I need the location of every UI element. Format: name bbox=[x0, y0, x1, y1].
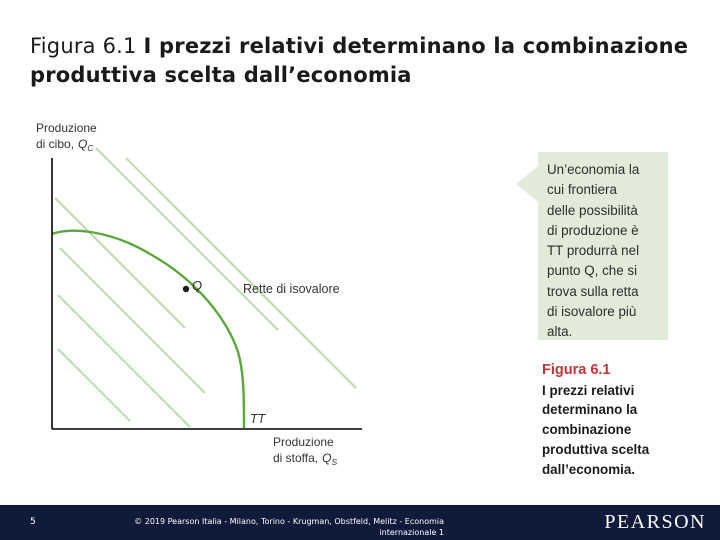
callout-line: di isovalore più bbox=[547, 304, 637, 320]
x-axis-subscript: S bbox=[331, 457, 338, 467]
x-axis-symbol: Q bbox=[322, 451, 332, 465]
caption-line: determinano la bbox=[542, 402, 638, 418]
y-axis-label-line2 bbox=[36, 137, 94, 153]
caption-line: dall’economia. bbox=[542, 461, 636, 477]
title-prefix: Figura 6.1 bbox=[30, 34, 137, 58]
title-main: I prezzi relativi determinano la combinazione produttiva scelta dall’economia bbox=[30, 34, 689, 87]
point-q bbox=[183, 286, 189, 292]
callout-line: di produzione è bbox=[547, 222, 639, 238]
x-axis-label-text: di stoffa, bbox=[273, 451, 319, 465]
isovalue-label: Rette di isovalore bbox=[243, 282, 340, 296]
point-q-label: Q bbox=[192, 278, 203, 293]
page-number: 5 bbox=[30, 517, 36, 527]
caption-figure-number: Figura 6.1 bbox=[542, 362, 611, 378]
callout-line: TT produrrà nel bbox=[547, 243, 640, 259]
callout-line: Un’economia la bbox=[547, 162, 640, 177]
y-axis-label-text: di cibo, bbox=[36, 137, 75, 151]
footer-bar bbox=[0, 505, 720, 540]
copyright-line-1: © 2019 Pearson Italia - Milano, Torino - Krugman, Obstfeld, Melitz - Economia bbox=[134, 517, 444, 526]
callout-line: punto Q, che si bbox=[547, 263, 638, 279]
figure-caption bbox=[542, 361, 712, 479]
caption-line: I prezzi relativi bbox=[542, 382, 635, 398]
callout-line: delle possibilità bbox=[547, 202, 638, 218]
isovalue-line-3 bbox=[58, 295, 190, 427]
caption-line: combinazione bbox=[542, 422, 632, 438]
pearson-logo: PEARSON bbox=[604, 511, 706, 533]
callout-line: alta. bbox=[547, 324, 573, 340]
callout-pointer bbox=[516, 166, 538, 202]
y-axis-subscript: C bbox=[87, 143, 94, 153]
frontier-curve bbox=[52, 231, 244, 428]
caption-line: produttiva scelta bbox=[542, 441, 650, 457]
y-axis-label-line1: Produzione bbox=[36, 121, 97, 135]
isovalue-line-7 bbox=[58, 349, 130, 421]
isovalue-line-4 bbox=[96, 148, 278, 330]
callout-text bbox=[547, 160, 665, 343]
frontier-label: TT bbox=[250, 412, 266, 426]
x-axis-label-line1: Produzione bbox=[273, 435, 334, 449]
y-axis-symbol: Q bbox=[78, 137, 88, 151]
callout-line: cui frontiera bbox=[547, 182, 617, 198]
isovalue-line-2 bbox=[60, 248, 205, 393]
copyright-notice bbox=[64, 516, 444, 538]
callout-line: trova sulla retta bbox=[547, 283, 639, 299]
copyright-line-2: internazionale 1 bbox=[379, 528, 444, 537]
x-axis-label-line2 bbox=[273, 451, 337, 467]
